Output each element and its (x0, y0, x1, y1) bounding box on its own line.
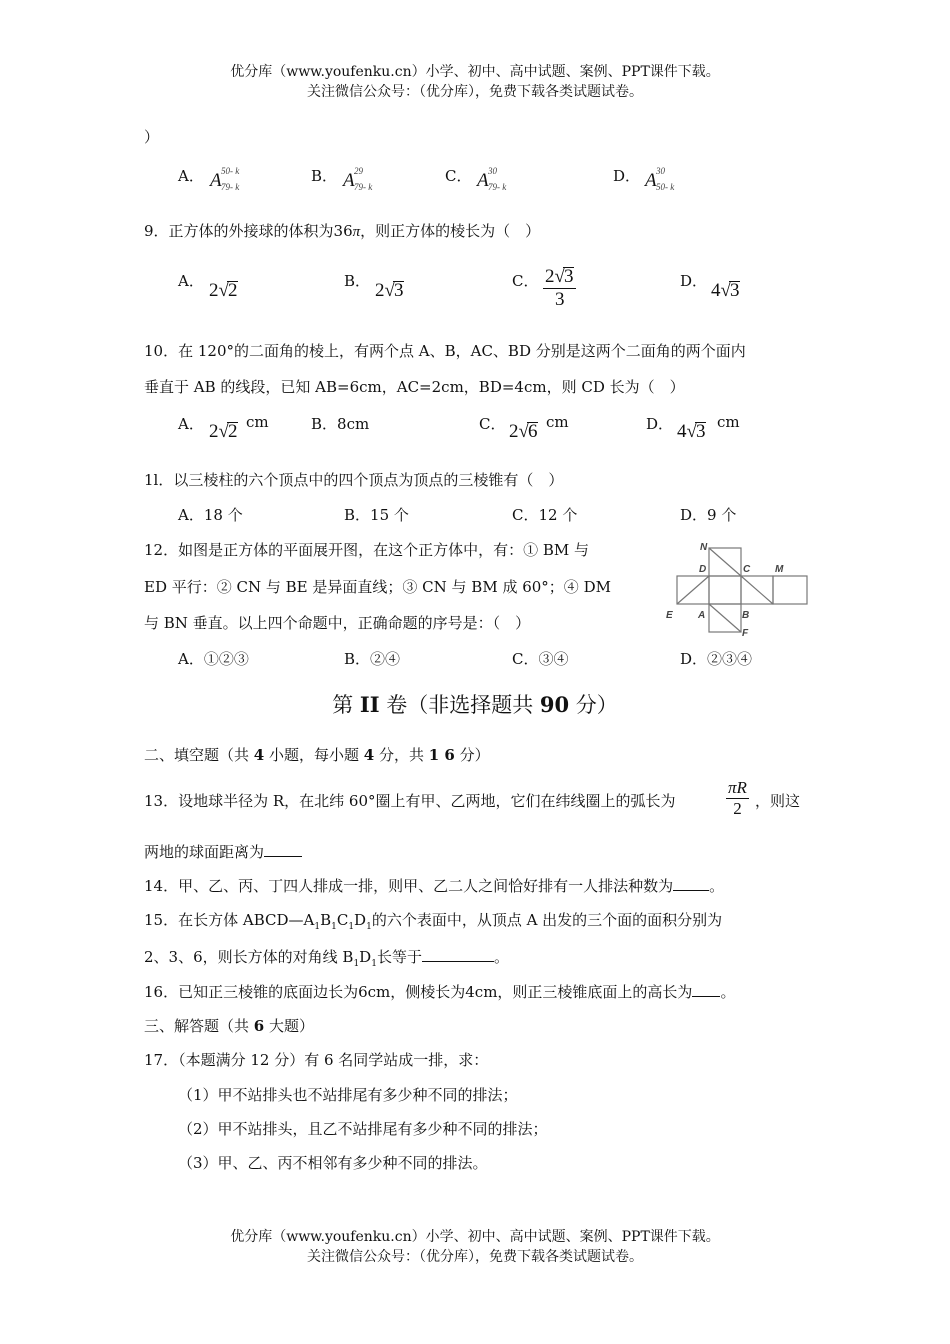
label-d: D (699, 564, 707, 575)
net-diagonal-nc (709, 548, 741, 576)
label-b: B (742, 610, 750, 621)
header-line-2: 关注微信公众号：（优分库），免费下载各类试题试卷。 (307, 84, 643, 100)
q10-option-a-unit: cm (246, 413, 269, 431)
q13-line-1-post: ，则这 (755, 792, 801, 810)
q14-stem: 14．甲、乙、丙、丁四人排成一排，则甲、乙二人之间恰好排有一人排法种数为 。 (144, 877, 725, 895)
q10-option-d: D． (646, 415, 674, 433)
q17-item-3: （3）甲、乙、丙不相邻有多少种不同的排法。 (178, 1154, 488, 1172)
q9-option-a: A． (178, 272, 204, 290)
q10-option-c-value: 2√6 (509, 421, 538, 442)
q10-line-2: 垂直于 AB 的线段，已知 AB=6cm，AC=2cm，BD=4cm，则 CD 长为（ ） (144, 378, 685, 396)
q10-option-a: A． (178, 415, 204, 433)
section-2-heading: 二、填空题（共 4 小题，每小题 4 分，共 1 6 分） (144, 746, 490, 764)
q8-option-c-expr: A 30 79- k (477, 166, 507, 192)
q12-line-3: 与 BN 垂直。以上四个命题中，正确命题的序号是：（ ） (144, 614, 531, 632)
q8-option-b: B． (311, 167, 338, 185)
q10-option-a-value: 2√2 (209, 421, 238, 442)
q12-line-1: 12．如图是正方体的平面展开图，在这个正方体中，有：① BM 与 (144, 541, 590, 559)
q12-option-b: B．②④ (344, 650, 401, 668)
q11-option-d: D．9 个 (680, 506, 737, 524)
q10-option-b: B．8cm (311, 415, 370, 433)
q8-tail: ） (144, 128, 160, 146)
q17-item-1: （1）甲不站排头也不站排尾有多少种不同的排法； (178, 1086, 518, 1104)
q16-stem: 16．已知正三棱锥的底面边长为6cm，侧棱长为4cm，则正三棱锥底面上的高长为 。 (144, 983, 736, 1001)
net-square-far-right (773, 576, 807, 604)
q12-option-c: C．③④ (512, 650, 569, 668)
label-m: M (775, 564, 784, 575)
q11-option-b: B．15 个 (344, 506, 409, 524)
q9-option-b: B． (344, 272, 371, 290)
q13-fraction: $\frac{\pi R}{2}$ (728, 778, 747, 818)
q9-option-c-value: $\frac{2√3}{3}$ (543, 266, 576, 311)
q9-option-c: C． (512, 272, 539, 290)
label-f: F (742, 628, 749, 638)
q8-option-d: D． (613, 167, 641, 185)
net-diagonal-af (709, 604, 741, 632)
part2-title: 第 II 卷（非选择题共 90 分） (332, 692, 618, 717)
q12-line-2: ED 平行：② CN 与 BE 是异面直线；③ CN 与 BM 成 60°；④ DM (144, 578, 611, 596)
net-square-center (709, 576, 741, 604)
q17-intro: 17．（本题满分 12 分）有 6 名同学站成一排，求： (144, 1051, 489, 1069)
q11-option-a: A．18 个 (178, 506, 243, 524)
q11-option-c: C．12 个 (512, 506, 578, 524)
footer-line-1: 优分库（www.youfenku.cn）小学、初中、高中试题、案例、PPT课件下载。 (230, 1229, 720, 1245)
q12-option-a: A．①②③ (178, 650, 249, 668)
q12-option-d: D．②③④ (680, 650, 753, 668)
q13-line-2: 两地的球面距离为 (144, 841, 302, 862)
q15-line-1: 15．在长方体 $ABCD—A_1B_1C_1D_1$的六个表面中，从顶点 A 出发的三个面的面积分别为 (144, 911, 723, 932)
q9-option-a-value: 2√2 (209, 280, 238, 301)
cube-net-figure (660, 538, 812, 638)
q16-answer-blank[interactable] (692, 982, 720, 997)
q15-answer-blank[interactable] (422, 947, 494, 962)
section-3-heading: 三、解答题（共 6 大题） (144, 1017, 314, 1035)
footer-line-2: 关注微信公众号：（优分库），免费下载各类试题试卷。 (307, 1249, 643, 1265)
label-e: E (666, 610, 673, 621)
header-line-1: 优分库（www.youfenku.cn）小学、初中、高中试题、案例、PPT课件下载。 (230, 64, 720, 80)
q13-answer-blank[interactable] (264, 842, 302, 857)
q8-option-d-expr: A 30 50- k (645, 166, 675, 192)
q10-option-d-unit: cm (717, 413, 740, 431)
q13-line-1-pre: 13．设地球半径为 R，在北纬 60°圈上有甲、乙两地，它们在纬线圈上的弧长为 (144, 792, 676, 810)
q10-option-c-unit: cm (546, 413, 569, 431)
q10-line-1: 10．在 120°的二面角的棱上，有两个点 A、B，AC、BD 分别是这两个二面角的两个面内 (144, 342, 746, 360)
q11-stem: 1l．以三棱柱的六个顶点中的四个顶点为顶点的三棱锥有（ ） (144, 471, 564, 489)
q14-answer-blank[interactable] (673, 876, 709, 891)
q15-line-2: 2、3、6，则长方体的对角线 $B_1D_1$长等于 。 (144, 948, 509, 969)
label-n: N (700, 542, 708, 553)
q8-option-a: A． (178, 167, 204, 185)
label-a: A (698, 610, 706, 621)
q17-item-2: （2）甲不站排头，且乙不站排尾有多少种不同的排法； (178, 1120, 548, 1138)
q8-option-b-expr: A 29 79- k (343, 166, 373, 192)
net-diagonal-ed (677, 576, 709, 604)
q9-option-d-value: 4√3 (711, 280, 740, 301)
q8-option-a-expr: A 50- k 79- k (210, 166, 240, 192)
q9-option-b-value: 2√3 (375, 280, 404, 301)
q9-stem: 9．正方体的外接球的体积为36π，则正方体的棱长为（ ） (144, 222, 541, 240)
q8-option-c: C． (445, 167, 472, 185)
net-diagonal-cright (741, 576, 773, 604)
q10-option-d-value: 4√3 (677, 421, 706, 442)
label-c: C (743, 564, 751, 575)
q10-option-c: C． (479, 415, 506, 433)
q9-option-d: D． (680, 272, 708, 290)
